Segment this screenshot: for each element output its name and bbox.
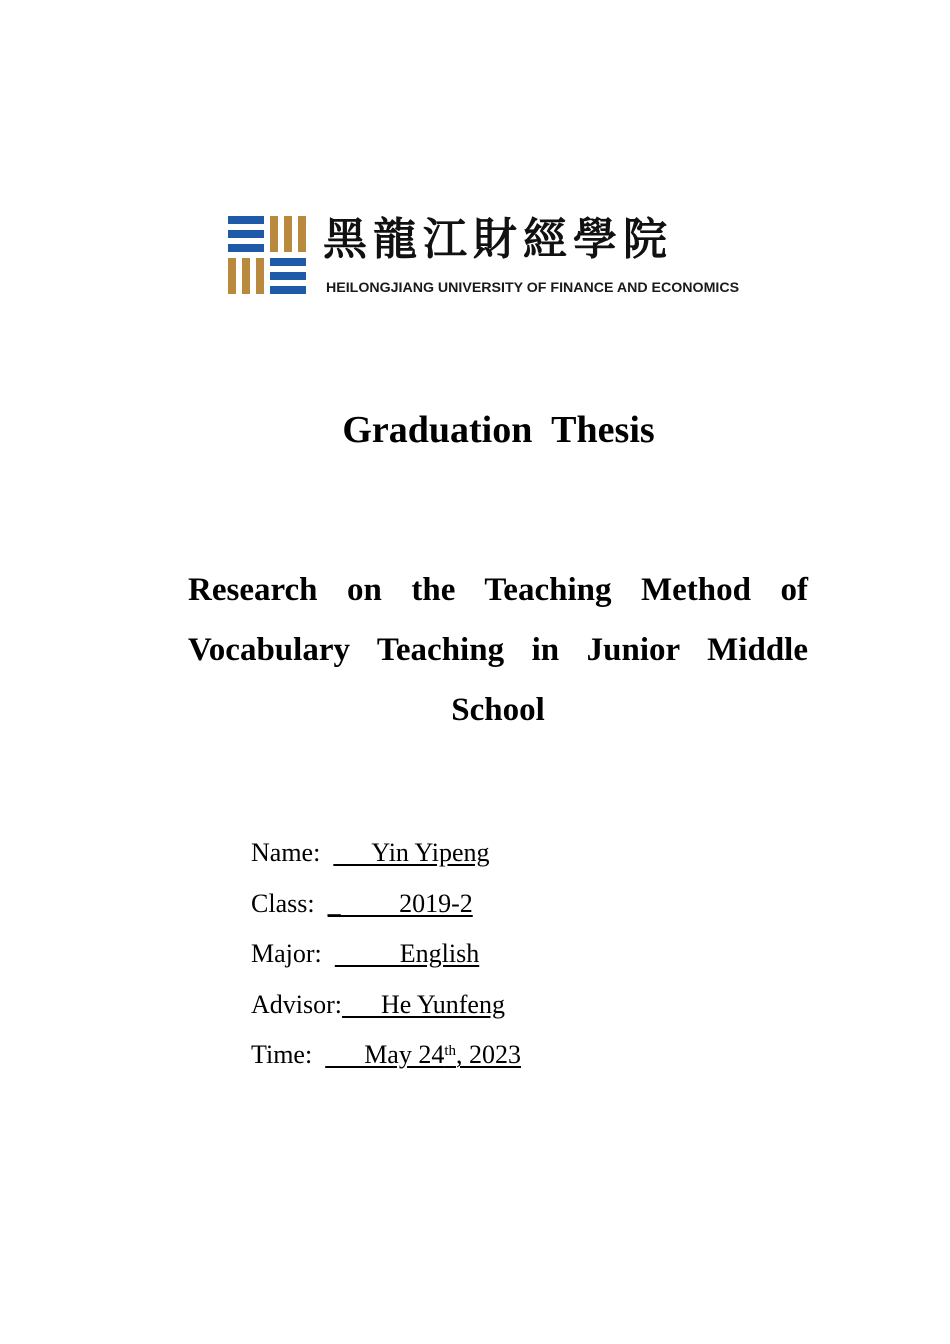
advisor-value: He Yunfeng xyxy=(342,989,505,1019)
student-info-block xyxy=(251,832,771,1085)
info-row-name xyxy=(251,832,771,883)
emblem-bar xyxy=(298,216,306,252)
class-label: Class: xyxy=(251,888,328,918)
info-row-major xyxy=(251,933,771,984)
emblem-bar xyxy=(270,216,278,252)
time-value-ordinal: th xyxy=(444,1043,457,1060)
emblem-bar xyxy=(228,216,264,224)
class-value: _ 2019-2 xyxy=(327,888,473,918)
emblem-bar xyxy=(270,286,306,294)
major-value: English xyxy=(334,939,480,969)
emblem-bar xyxy=(228,244,264,252)
time-label: Time: xyxy=(251,1040,326,1070)
advisor-label: Advisor: xyxy=(251,989,342,1019)
emblem-bar xyxy=(270,272,306,280)
logo-chinese-name: 黑龍江財經學院 xyxy=(323,214,673,265)
emblem-bar xyxy=(270,258,306,266)
emblem-bar xyxy=(228,258,236,294)
emblem-bar xyxy=(256,258,264,294)
info-row-advisor xyxy=(251,984,771,1035)
thesis-title: Research on the Teaching Method of Vocabulary Teaching in Junior Middle School xyxy=(188,572,808,728)
university-emblem-icon xyxy=(228,216,308,296)
university-logo xyxy=(228,210,778,300)
logo-english-name: HEILONGJIANG UNIVERSITY OF FINANCE AND ECONOMICS xyxy=(326,280,740,296)
emblem-bar xyxy=(228,230,264,238)
major-label: Major: xyxy=(251,939,335,969)
time-value xyxy=(325,1040,521,1069)
name-label: Name: xyxy=(251,838,334,867)
document-type-heading: Graduation Thesis xyxy=(342,409,655,451)
name-value: Yin Yipeng xyxy=(333,838,490,867)
time-value-year: , 2023 xyxy=(456,1040,522,1070)
emblem-bar xyxy=(284,216,292,252)
emblem-bar xyxy=(242,258,250,294)
info-row-class xyxy=(251,883,771,934)
time-value-date: May 24 xyxy=(325,1040,445,1070)
info-row-time xyxy=(251,1034,771,1085)
